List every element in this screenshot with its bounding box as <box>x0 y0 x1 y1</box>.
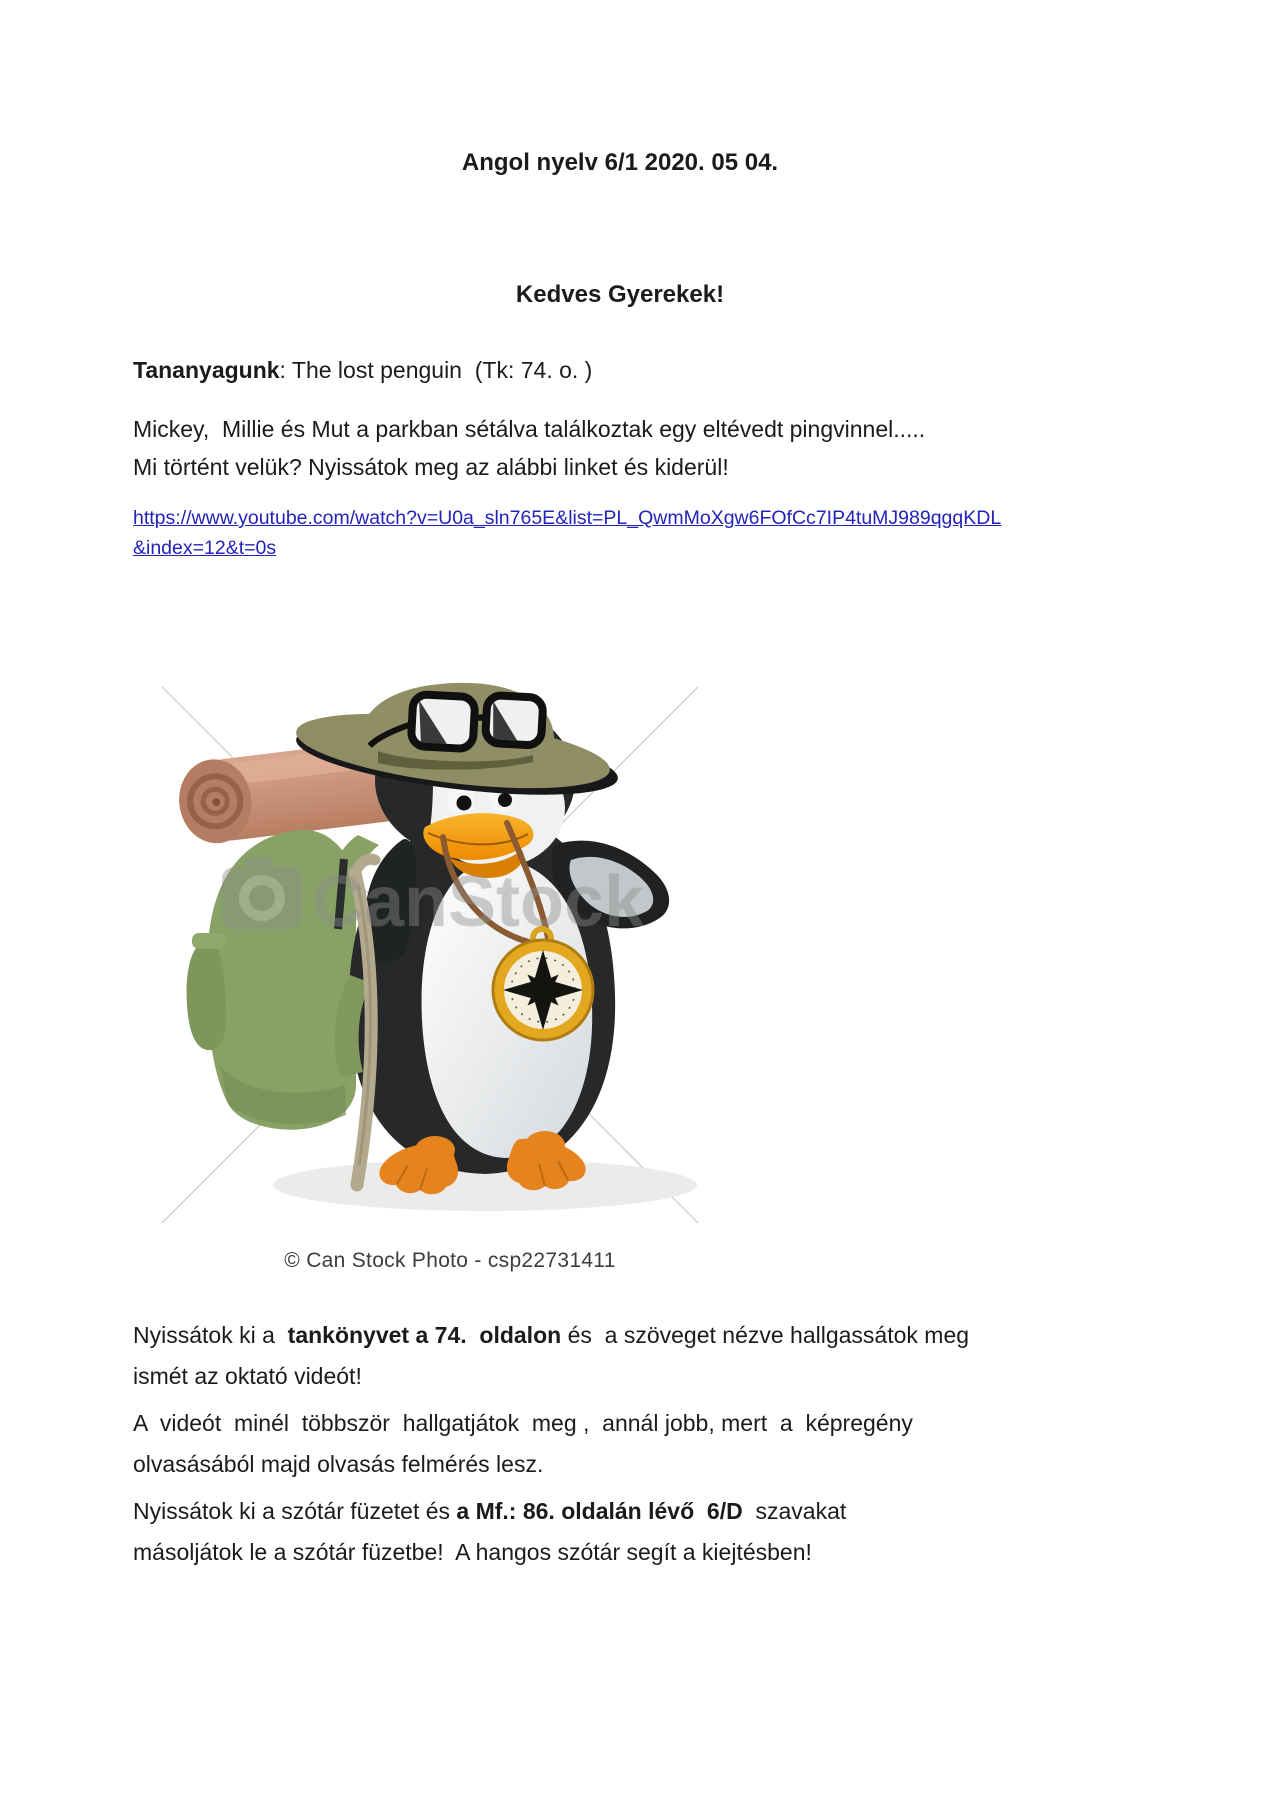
document-title: Angol nyelv 6/1 2020. 05 04. <box>461 149 779 176</box>
instructions-text <box>133 1315 1153 1579</box>
instruction-paragraph-1 <box>133 1315 1153 1397</box>
intro-paragraph <box>133 410 1143 486</box>
instruction-line-3: A videót minél többször hallgatjátok meg , annál jobb, mert a képregény <box>133 1410 913 1436</box>
penguin-illustration <box>150 645 710 1235</box>
image-caption: © Can Stock Photo - csp22731411 <box>284 1249 616 1272</box>
intro-line-2: Mi történt velük? Nyissátok meg az alábbi linket és kiderül! <box>133 454 729 480</box>
instruction-line-2: ismét az oktató videót! <box>133 1363 362 1389</box>
penguin-stock-photo <box>150 645 710 1273</box>
youtube-video-link[interactable] <box>133 503 1033 563</box>
instruction-line-1: Nyissátok ki a tankönyvet a 74. oldalon és a szöveget nézve hallgassátok meg <box>133 1322 970 1348</box>
instruction-line-4: olvasásából majd olvasás felmérés lesz. <box>133 1451 544 1477</box>
greeting-heading: Kedves Gyerekek! <box>515 281 725 308</box>
instruction-line-5: Nyissátok ki a szótár füzetet és a Mf.: 86. oldalán lévő 6/D szavakat <box>133 1498 847 1524</box>
intro-line-1: Mickey, Millie és Mut a parkban sétálva találkoztak egy eltévedt pingvinnel..... <box>133 416 926 442</box>
youtube-link-line-1[interactable]: https://www.youtube.com/watch?v=U0a_sln765E&list=PL_QwmMoXgw6FOfCc7IP4tuMJ989qgqKDL <box>133 507 1002 529</box>
youtube-link-line-2[interactable]: &index=12&t=0s <box>133 537 277 559</box>
instruction-paragraph-2 <box>133 1403 1153 1485</box>
lesson-topic-line: Tananyagunk: The lost penguin (Tk: 74. o. ) <box>133 357 593 383</box>
instruction-paragraph-3 <box>133 1491 1153 1573</box>
camera-icon <box>222 857 302 929</box>
instruction-line-6: másoljátok le a szótár füzetbe! A hangos szótár segít a kiejtésben! <box>133 1539 812 1565</box>
watermark-text: CanStock <box>312 862 645 942</box>
